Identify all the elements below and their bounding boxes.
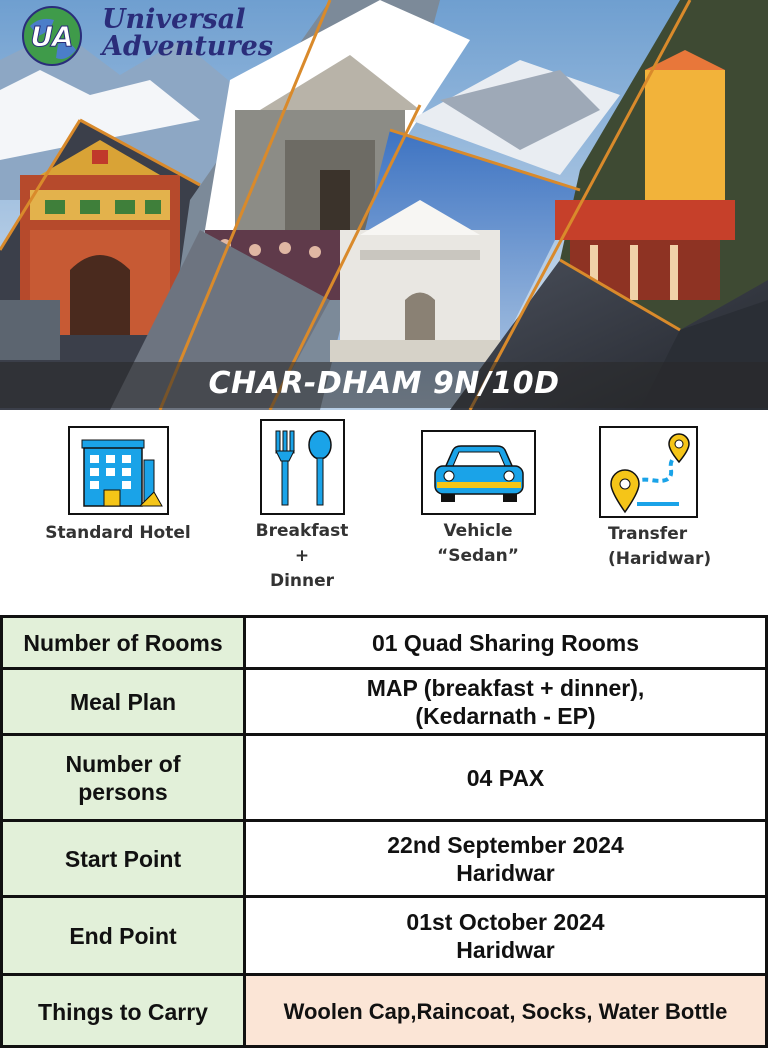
row-value: 22nd September 2024 Haridwar	[245, 821, 767, 897]
feature-transfer	[586, 426, 726, 572]
row-label: Number of Rooms	[2, 617, 245, 669]
row-label: Things to Carry	[2, 975, 245, 1047]
table-row	[2, 897, 767, 975]
table-row	[2, 975, 767, 1047]
row-label: End Point	[2, 897, 245, 975]
brand-name	[102, 6, 273, 60]
table-row	[2, 821, 767, 897]
row-value: 01 Quad Sharing Rooms	[245, 617, 767, 669]
features-row	[0, 410, 768, 615]
row-value: MAP (breakfast + dinner), (Kedarnath - EP)	[245, 669, 767, 735]
table-row	[2, 669, 767, 735]
logo-mark: UA	[30, 20, 74, 53]
feature-label: Vehicle “Sedan”	[437, 521, 519, 566]
feature-label: Transfer (Haridwar)	[608, 524, 712, 569]
row-value: 04 PAX	[245, 735, 767, 821]
feature-vehicle	[406, 430, 550, 569]
feature-label: Standard Hotel	[45, 523, 191, 543]
car-icon	[421, 430, 536, 515]
feature-label: Breakfast + Dinner	[255, 521, 349, 591]
globe-logo-icon	[10, 2, 96, 68]
feature-meals	[232, 419, 372, 594]
row-label: Start Point	[2, 821, 245, 897]
route-pin-icon	[599, 426, 698, 518]
package-details-table	[0, 615, 768, 1048]
row-label: Number of persons	[2, 735, 245, 821]
package-title: CHAR-DHAM 9N/10D	[208, 366, 560, 401]
hero-banner	[0, 0, 768, 410]
fork-spoon-icon	[260, 419, 345, 515]
table-row	[2, 617, 767, 669]
brand-name-line2: Adventures	[102, 31, 274, 62]
row-label: Meal Plan	[2, 669, 245, 735]
table-row	[2, 735, 767, 821]
row-value: Woolen Cap,Raincoat, Socks, Water Bottle	[245, 975, 767, 1047]
brand-name-line1: Universal	[102, 4, 246, 35]
row-value: 01st October 2024 Haridwar	[245, 897, 767, 975]
hotel-icon	[68, 426, 169, 515]
feature-hotel	[38, 426, 198, 546]
brand-logo	[10, 2, 274, 68]
